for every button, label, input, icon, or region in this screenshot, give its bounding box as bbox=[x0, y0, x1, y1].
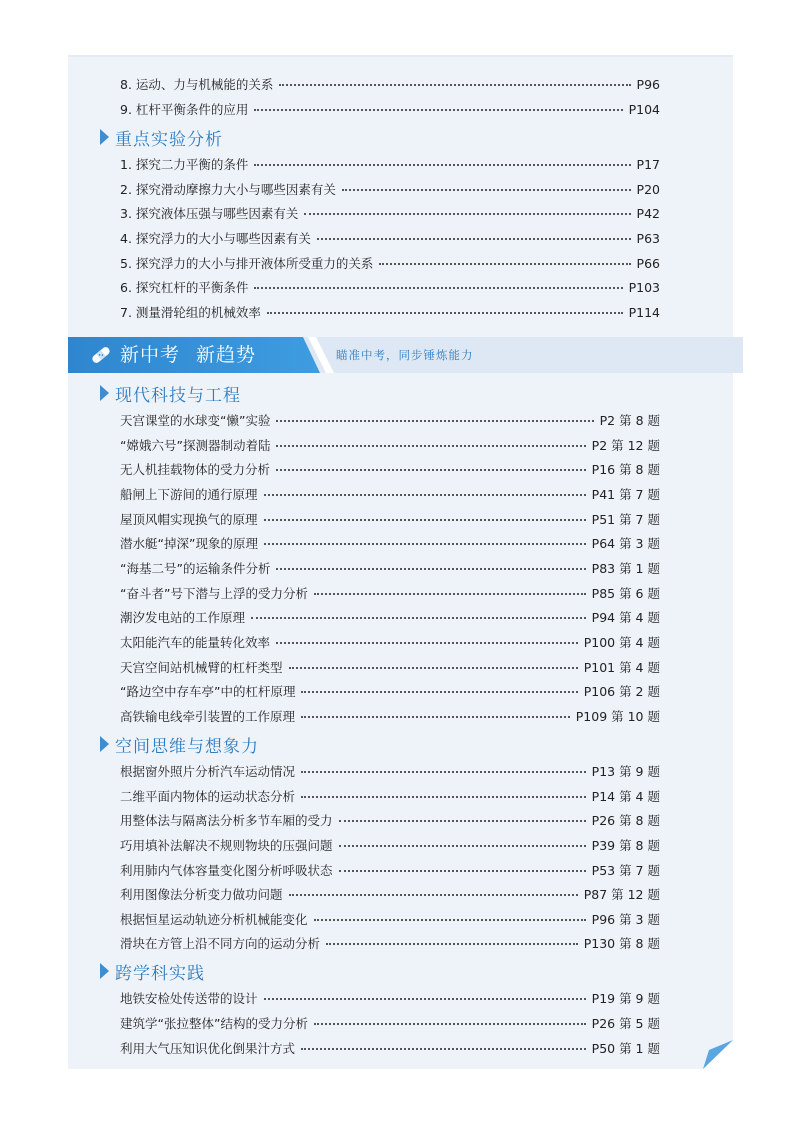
toc-page: P50 第 1 题 bbox=[591, 1041, 660, 1056]
toc-page: P17 bbox=[636, 156, 660, 172]
banner-title-part1: 新中考 bbox=[120, 344, 181, 366]
leader-dots bbox=[326, 943, 578, 945]
toc-page: P66 bbox=[636, 255, 660, 271]
toc-label: “嫦娥六号”探测器制动着陆 bbox=[120, 438, 271, 453]
toc-label: 二维平面内物体的运动状态分析 bbox=[120, 789, 296, 804]
toc-label: “海基二号”的运输条件分析 bbox=[120, 561, 271, 576]
leader-dots bbox=[339, 820, 586, 822]
toc-page: P130 第 8 题 bbox=[583, 936, 660, 951]
toc-page: P103 bbox=[628, 279, 660, 295]
section-banner bbox=[68, 337, 743, 373]
leader-dots bbox=[301, 691, 577, 693]
toc-label: 6. 探究杠杆的平衡条件 bbox=[120, 280, 249, 295]
toc-label: 9. 杠杆平衡条件的应用 bbox=[120, 102, 249, 117]
toc-label: 天宫空间站机械臂的杠杆类型 bbox=[120, 660, 283, 675]
section-marker-icon bbox=[100, 736, 109, 752]
leader-dots bbox=[304, 213, 630, 215]
toc-row[interactable] bbox=[120, 97, 660, 121]
toc-page: P96 第 3 题 bbox=[591, 912, 660, 927]
toc-row[interactable] bbox=[120, 251, 660, 275]
banner-title bbox=[120, 337, 256, 373]
toc-label: 根据窗外照片分析汽车运动情况 bbox=[120, 764, 296, 779]
toc-page: P85 第 6 题 bbox=[591, 586, 660, 601]
toc-row[interactable] bbox=[120, 152, 660, 176]
leader-dots bbox=[379, 263, 630, 265]
toc-row[interactable] bbox=[120, 275, 660, 299]
leader-dots bbox=[264, 519, 586, 521]
page-corner-fold-icon bbox=[703, 1040, 733, 1069]
toc-row[interactable] bbox=[120, 1011, 660, 1035]
section-heading-cross bbox=[100, 958, 205, 984]
leader-dots bbox=[289, 667, 578, 669]
toc-label: 高铁输电线牵引装置的工作原理 bbox=[120, 709, 296, 724]
section-title: 空间思维与想象力 bbox=[115, 736, 259, 757]
toc-row[interactable] bbox=[120, 605, 660, 629]
toc-label: 地铁安检处传送带的设计 bbox=[120, 991, 258, 1006]
toc-page: P26 第 8 题 bbox=[591, 813, 660, 828]
toc-page: P2 第 8 题 bbox=[599, 413, 660, 428]
leader-dots bbox=[276, 469, 586, 471]
toc-label: 潮汐发电站的工作原理 bbox=[120, 610, 246, 625]
toc-label: 屋顶风帽实现换气的原理 bbox=[120, 512, 258, 527]
toc-page: P16 第 8 题 bbox=[591, 462, 660, 477]
toc-label: “路边空中存车亭”中的杠杆原理 bbox=[120, 684, 296, 699]
toc-page: P64 第 3 题 bbox=[591, 536, 660, 551]
section-marker-icon bbox=[100, 385, 109, 401]
toc-row[interactable] bbox=[120, 704, 660, 728]
toc-row[interactable] bbox=[120, 931, 660, 955]
leader-dots bbox=[276, 420, 593, 422]
toc-page: P100 第 4 题 bbox=[583, 635, 660, 650]
leader-dots bbox=[339, 845, 586, 847]
toc-page: P96 bbox=[636, 76, 660, 92]
toc-row[interactable] bbox=[120, 177, 660, 201]
toc-row[interactable] bbox=[120, 433, 660, 457]
leader-dots bbox=[276, 445, 585, 447]
panel-edge bbox=[68, 55, 733, 57]
toc-page: P41 第 7 题 bbox=[591, 487, 660, 502]
toc-label: 巧用填补法解决不规则物块的压强问题 bbox=[120, 838, 333, 853]
leader-dots bbox=[276, 568, 585, 570]
toc-page: P63 bbox=[636, 230, 660, 246]
toc-label: 天宫课堂的水球变“懒”实验 bbox=[120, 413, 271, 428]
section-heading-spatial bbox=[100, 731, 259, 757]
leader-dots bbox=[264, 494, 586, 496]
toc-page: P51 第 7 题 bbox=[591, 512, 660, 527]
toc-row[interactable] bbox=[120, 655, 660, 679]
leader-dots bbox=[276, 642, 578, 644]
leader-dots bbox=[314, 1023, 586, 1025]
toc-page: P20 bbox=[636, 181, 660, 197]
toc-label: 滑块在方管上沿不同方向的运动分析 bbox=[120, 936, 321, 951]
toc-label: 根据恒星运动轨迹分析机械能变化 bbox=[120, 912, 308, 927]
toc-label: 建筑学“张拉整体”结构的受力分析 bbox=[120, 1016, 308, 1031]
toc-page: P83 第 1 题 bbox=[591, 561, 660, 576]
toc-page: P42 bbox=[636, 205, 660, 221]
bandage-icon bbox=[90, 345, 112, 365]
toc-label: 8. 运动、力与机械能的关系 bbox=[120, 77, 274, 92]
toc-label: 利用大气压知识优化倒果汁方式 bbox=[120, 1041, 296, 1056]
leader-dots bbox=[301, 716, 570, 718]
toc-row[interactable] bbox=[120, 300, 660, 324]
leader-dots bbox=[339, 870, 586, 872]
leader-dots bbox=[254, 287, 622, 289]
toc-row[interactable] bbox=[120, 759, 660, 783]
toc-row[interactable] bbox=[120, 882, 660, 906]
toc-page: P114 bbox=[628, 304, 660, 320]
toc-row[interactable] bbox=[120, 531, 660, 555]
toc-row[interactable] bbox=[120, 986, 660, 1010]
leader-dots bbox=[314, 919, 586, 921]
toc-label: 1. 探究二力平衡的条件 bbox=[120, 157, 249, 172]
toc-row[interactable] bbox=[120, 581, 660, 605]
section-heading-experiments bbox=[100, 124, 223, 150]
toc-row[interactable] bbox=[120, 630, 660, 654]
toc-page: P109 第 10 题 bbox=[575, 709, 660, 724]
leader-dots bbox=[264, 998, 586, 1000]
leader-dots bbox=[254, 164, 630, 166]
toc-label: 4. 探究浮力的大小与哪些因素有关 bbox=[120, 231, 311, 246]
leader-dots bbox=[317, 238, 631, 240]
toc-row[interactable] bbox=[120, 507, 660, 531]
toc-page: P39 第 8 题 bbox=[591, 838, 660, 853]
section-marker-icon bbox=[100, 963, 109, 979]
toc-label: 用整体法与隔离法分析多节车厢的受力 bbox=[120, 813, 333, 828]
toc-row[interactable] bbox=[120, 833, 660, 857]
toc-label: “奋斗者”号下潜与上浮的受力分析 bbox=[120, 586, 308, 601]
toc-label: 潜水艇“掉深”现象的原理 bbox=[120, 536, 258, 551]
leader-dots bbox=[251, 617, 586, 619]
toc-label: 7. 测量滑轮组的机械效率 bbox=[120, 305, 261, 320]
toc-label: 无人机挂载物体的受力分析 bbox=[120, 462, 271, 477]
toc-row[interactable] bbox=[120, 907, 660, 931]
toc-page: P19 第 9 题 bbox=[591, 991, 660, 1006]
toc-row[interactable] bbox=[120, 408, 660, 432]
toc-row[interactable] bbox=[120, 457, 660, 481]
toc-row[interactable] bbox=[120, 808, 660, 832]
toc-label: 2. 探究滑动摩擦力大小与哪些因素有关 bbox=[120, 182, 336, 197]
toc-page: P87 第 12 题 bbox=[583, 887, 660, 902]
toc-page: P94 第 4 题 bbox=[591, 610, 660, 625]
toc-page: P53 第 7 题 bbox=[591, 863, 660, 878]
toc-row[interactable] bbox=[120, 556, 660, 580]
toc-row[interactable] bbox=[120, 72, 660, 96]
leader-dots bbox=[301, 796, 586, 798]
toc-page: P26 第 5 题 bbox=[591, 1016, 660, 1031]
toc-page: P106 第 2 题 bbox=[583, 684, 660, 699]
section-title: 重点实验分析 bbox=[115, 129, 223, 150]
toc-label: 利用图像法分析变力做功问题 bbox=[120, 887, 283, 902]
toc-row[interactable] bbox=[120, 858, 660, 882]
toc-label: 5. 探究浮力的大小与排开液体所受重力的关系 bbox=[120, 256, 374, 271]
toc-row[interactable] bbox=[120, 784, 660, 808]
section-heading-tech bbox=[100, 380, 241, 406]
toc-row[interactable] bbox=[120, 201, 660, 225]
toc-label: 太阳能汽车的能量转化效率 bbox=[120, 635, 271, 650]
toc-label: 船闸上下游间的通行原理 bbox=[120, 487, 258, 502]
toc-row[interactable] bbox=[120, 679, 660, 703]
toc-row[interactable] bbox=[120, 226, 660, 250]
leader-dots bbox=[267, 312, 623, 314]
toc-row[interactable] bbox=[120, 482, 660, 506]
leader-dots bbox=[301, 771, 586, 773]
section-marker-icon bbox=[100, 129, 109, 145]
leader-dots bbox=[279, 84, 630, 86]
section-title: 现代科技与工程 bbox=[115, 385, 241, 406]
leader-dots bbox=[289, 894, 578, 896]
toc-page: P14 第 4 题 bbox=[591, 789, 660, 804]
toc-page: P101 第 4 题 bbox=[583, 660, 660, 675]
toc-page: P13 第 9 题 bbox=[591, 764, 660, 779]
banner-title-part2: 新趋势 bbox=[196, 344, 257, 366]
leader-dots bbox=[314, 593, 586, 595]
toc-row[interactable] bbox=[120, 1036, 660, 1060]
toc-page: P104 bbox=[628, 101, 660, 117]
banner-subtitle: 瞄准中考，同步锤炼能力 bbox=[336, 348, 474, 362]
toc-label: 3. 探究液体压强与哪些因素有关 bbox=[120, 206, 299, 221]
leader-dots bbox=[301, 1048, 586, 1050]
toc-label: 利用肺内气体容量变化图分析呼吸状态 bbox=[120, 863, 333, 878]
leader-dots bbox=[264, 543, 586, 545]
toc-page: P2 第 12 题 bbox=[591, 438, 660, 453]
leader-dots bbox=[342, 189, 631, 191]
leader-dots bbox=[254, 109, 622, 111]
section-title: 跨学科实践 bbox=[115, 963, 205, 984]
